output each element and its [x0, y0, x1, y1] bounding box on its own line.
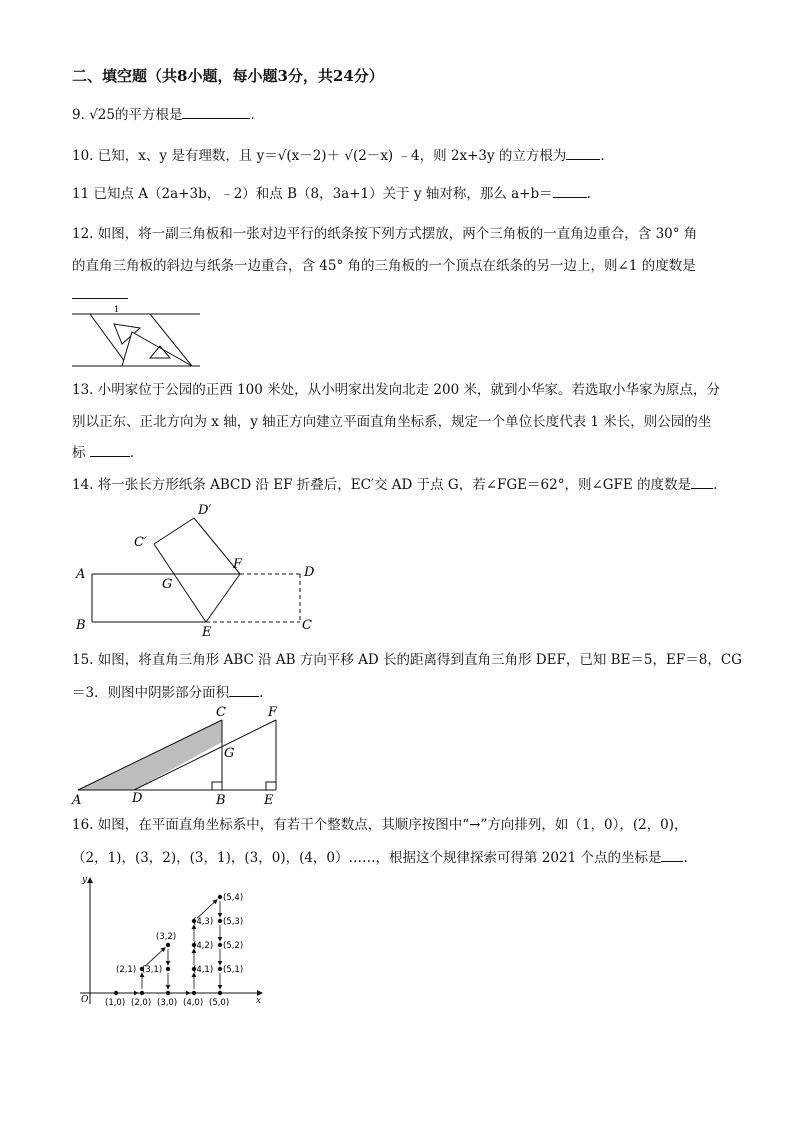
- point-label: (3,0): [157, 998, 178, 1008]
- section-title: 二、填空题（共8小题，每小题3分，共24分）: [72, 67, 384, 85]
- angle-1-label: 1: [114, 305, 120, 314]
- point-label: (4,3): [193, 917, 214, 927]
- label-D: D: [132, 791, 143, 806]
- label-C: C: [302, 618, 312, 633]
- point-label: (3,1): [142, 965, 163, 975]
- question-13-line2: 别以正东、正北方向为 x 轴，y 轴正方向建立平面直角坐标系，规定一个单位长度代表 1 米长，则公园的坐: [72, 414, 712, 430]
- answer-blank-12[interactable]: [72, 284, 128, 299]
- question-15-line2: ＝3．则图中阴影部分面积 .: [72, 682, 263, 703]
- label-C-prime: C′: [134, 535, 147, 550]
- question-16-line2: （2，1)，(3，2)，(3，1)，(3，0)，(4，0）……，根据这个规律探索可得第 2021 个点的坐标是 .: [72, 847, 688, 868]
- label-G: G: [162, 577, 173, 592]
- lattice-point: [114, 991, 118, 995]
- answer-blank-14[interactable]: [691, 474, 713, 489]
- question-9: 9. √25的平方根是 .: [72, 104, 255, 125]
- label-G: G: [224, 746, 235, 761]
- answer-blank-10[interactable]: [566, 145, 600, 160]
- point-label: (2,0): [131, 998, 152, 1008]
- question-13-line3: 标 .: [72, 442, 134, 463]
- figure-16: [72, 872, 272, 1012]
- label-B: B: [216, 793, 226, 808]
- answer-blank-9[interactable]: [182, 104, 250, 119]
- question-10: 10. 已知，x、y 是有理数，且 y＝√(x－2)＋ √(2－x) ﹣4，则 2x+3y 的立方根为 .: [72, 145, 605, 166]
- lattice-point: [218, 967, 222, 971]
- lattice-point: [140, 991, 144, 995]
- sqrt-expression: √25: [89, 107, 115, 123]
- question-13-line1: 13. 小明家位于公园的正西 100 米处，从小明家出发向北走 200 米，就到小华家。若选取小华家为原点，分: [72, 382, 720, 398]
- label-C: C: [216, 705, 226, 720]
- sequence-arrow: [197, 900, 217, 919]
- figure-15: [70, 702, 290, 810]
- point-label: (5,4): [223, 893, 244, 903]
- label-D: D: [304, 565, 315, 580]
- x-axis-label: x: [256, 996, 262, 1006]
- label-E: E: [202, 625, 212, 638]
- question-11: 11 已知点 A（2a+3b，﹣2）和点 B（8，3a+1）关于 y 轴对称，那么 a+b＝ .: [72, 183, 591, 204]
- question-16-line1: 16. 如图，在平面直角坐标系中，有若干个整数点，其顺序按图中“→”方向排列，如（1，0），(2，0)，: [72, 817, 688, 833]
- point-label: (2,1): [116, 965, 137, 975]
- point-label: (4,2): [193, 941, 214, 951]
- y-axis-label: y: [82, 875, 88, 885]
- point-label: (4,1): [193, 965, 214, 975]
- label-E: E: [264, 793, 274, 808]
- lattice-point: [166, 967, 170, 971]
- question-12-line1: 12. 如图，将一副三角板和一张对边平行的纸条按下列方式摆放，两个三角板的一直角边重合，含 30° 角: [72, 226, 698, 242]
- point-label: (5,2): [223, 941, 244, 951]
- point-label: (1,0): [105, 998, 126, 1008]
- label-A: A: [72, 793, 82, 808]
- answer-blank-15[interactable]: [229, 682, 259, 697]
- label-F: F: [268, 705, 278, 720]
- origin-label: O: [81, 995, 89, 1005]
- answer-blank-13[interactable]: [90, 442, 130, 457]
- lattice-point: [218, 895, 222, 899]
- answer-blank-16[interactable]: [661, 847, 683, 862]
- question-12-line2: 的直角三角板的斜边与纸条一边重合，含 45° 角的三角板的一个顶点在纸条的另一边上，则∠1 的度数是: [72, 258, 696, 274]
- answer-blank-11[interactable]: [553, 183, 587, 198]
- lattice-point: [192, 991, 196, 995]
- edge-EF: [206, 574, 240, 622]
- point-label: (3,2): [156, 932, 177, 942]
- point-label: (4,0): [183, 998, 204, 1008]
- figure-12: [70, 300, 210, 372]
- lattice-point: [166, 991, 170, 995]
- right-angle-E: [266, 782, 276, 790]
- lattice-point: [166, 943, 170, 947]
- right-angle-B: [212, 782, 222, 790]
- label-A: A: [76, 567, 86, 582]
- label-F: F: [233, 557, 243, 572]
- lattice-point: [218, 919, 222, 923]
- figure-14: [70, 498, 330, 638]
- label-D-prime: D′: [198, 503, 212, 518]
- point-label: (5,0): [209, 998, 230, 1008]
- question-15-line1: 15. 如图，将直角三角形 ABC 沿 AB 方向平移 AD 长的距离得到直角三角形 DEF，已知 BE＝5，EF＝8，CG: [72, 652, 742, 668]
- point-label: (5,3): [223, 917, 244, 927]
- lattice-points: [105, 893, 243, 1008]
- question-14: 14. 将一张长方形纸条 ABCD 沿 EF 折叠后，EC′交 AD 于点 G，若∠FGE＝62°，则∠GFE 的度数是 .: [72, 474, 717, 495]
- point-label: (5,1): [223, 965, 244, 975]
- edge-C1D1: [154, 518, 194, 544]
- label-B: B: [76, 618, 86, 633]
- sequence-arrow: [145, 948, 165, 967]
- lattice-point: [218, 991, 222, 995]
- lattice-point: [218, 943, 222, 947]
